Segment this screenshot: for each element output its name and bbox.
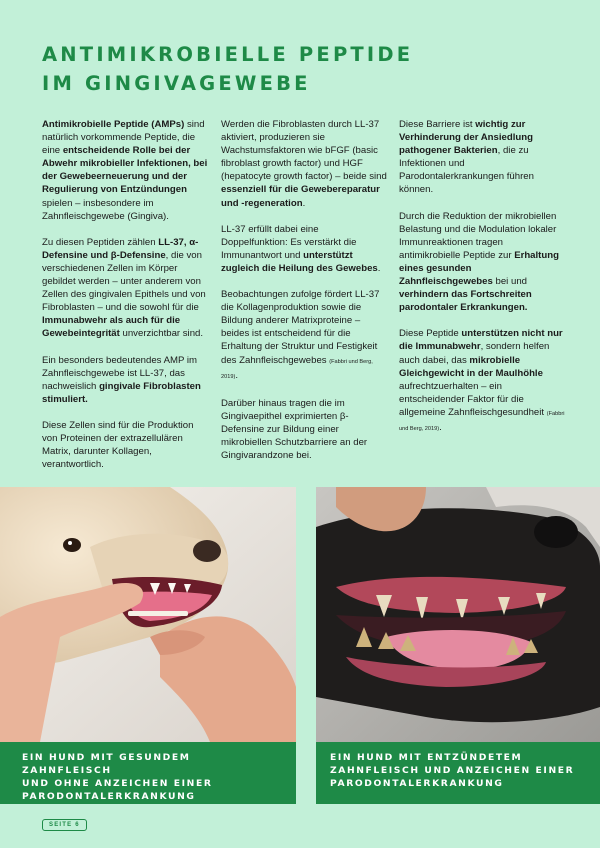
bold-text: Erhaltung eines gesunden Zahnfleischgewebes — [399, 249, 559, 288]
text-run: Zu diesen Peptiden zählen — [42, 236, 159, 248]
caption-left-line-3: PARODONTALERKRANKUNG — [22, 791, 196, 802]
inflamed-dog-caption — [316, 742, 600, 804]
page-number-badge: SEITE 6 — [42, 819, 87, 831]
citation: (Fabbri und Berg, 2019) — [399, 410, 565, 432]
text-run: Diese Peptide — [399, 328, 462, 340]
text-run: unverzichtbar sind. — [119, 328, 204, 340]
text-run: . — [235, 369, 238, 381]
text-run: spielen – insbesondere im Zahnfleischgewebe (Gingiva). — [42, 197, 169, 222]
text-run: Werden die Fibroblasten durch LL-37 aktiviert, produzieren sie Wachstumsfaktoren wie bFGF (basic fibroblast growth factor) und HGF (hepatocyte growth factor) – beide sind — [221, 119, 387, 183]
bold-text: LL-37, α-Defensine und β-Defensine — [42, 236, 199, 261]
caption-right-line-1: EIN HUND MIT ENTZÜNDETEM — [330, 752, 523, 763]
bold-text: mikrobielle Gleichgewicht in der Maulhöhle — [399, 354, 543, 379]
paragraph — [42, 419, 208, 471]
text-column-3 — [399, 118, 565, 449]
text-run: . — [439, 421, 442, 433]
text-run: , sondern helfen auch dabei, das — [399, 341, 550, 366]
title-line-1: ANTIMIKROBIELLE PEPTIDE — [42, 43, 414, 66]
title-line-2: IM GINGIVAGEWEBE — [42, 72, 311, 95]
paragraph — [399, 210, 565, 315]
bold-text: verhindern das Fortschreiten parodontaler Erkrankungen. — [399, 289, 532, 314]
text-run: LL-37 erfüllt dabei eine Doppelfunktion: Es verstärkt die Immunantwort und — [221, 223, 357, 261]
inflamed-dog-card — [316, 487, 600, 804]
paragraph — [221, 288, 387, 384]
text-run: Ein besonders bedeutendes AMP im Zahnfleischgewebe ist LL-37, das nachweislich — [42, 354, 198, 392]
paragraph — [221, 223, 387, 275]
caption-left-line-2: UND OHNE ANZEICHEN EINER — [22, 778, 213, 789]
caption-left-line-1: EIN HUND MIT GESUNDEM ZAHNFLEISCH — [22, 752, 191, 776]
page-title — [42, 40, 562, 98]
text-run: aufrechtzuerhalten – ein entscheidender Faktor für die allgemeine Zahnfleischgesundheit — [399, 380, 547, 418]
text-run: . — [377, 262, 381, 274]
text-run: Diese Barriere ist — [399, 119, 476, 130]
healthy-dog-caption — [0, 742, 296, 804]
paragraph — [221, 118, 387, 210]
text-column-2 — [221, 118, 387, 475]
caption-right-line-3: PARODONTALERKRANKUNG — [330, 778, 504, 789]
bold-text: essenziell für die Gewebereparatur und -regeneration — [221, 184, 380, 209]
text-run: sind natürlich vorkommende Peptide, die eine — [42, 119, 205, 157]
bold-text: wichtig zur Verhinderung der Ansiedlung pathogener Bakterien — [399, 119, 533, 157]
text-run: Darüber hinaus tragen die im Gingivaepithel exprimierten β-Defensine zur Bildung einer mikrobiellen Schutzbarriere an der Gingivarandzone bei. — [221, 397, 368, 462]
bold-text: Antimikrobielle Peptide (AMPs) — [42, 119, 185, 130]
text-run: , die zu Infektionen und Parodontalerkrankungen führen können. — [399, 145, 534, 196]
healthy-dog-photo — [0, 487, 296, 742]
text-run: Diese Zellen sind für die Produktion von Proteinen der extrazellulären Matrix, darunter Kollagen, verantwortlich. — [42, 419, 194, 471]
paragraph — [399, 118, 565, 197]
paragraph — [399, 327, 565, 436]
paragraph — [42, 354, 208, 406]
bold-text: unterstützen nicht nur die Immunabwehr — [399, 328, 563, 353]
bold-text: unterstützt zugleich die Heilung des Gewebes — [221, 249, 378, 274]
text-run: , die von verschiedenen Zellen im Körper gebildet werden – unter anderem von Zellen des gingivalen Epithels und von Fibroblasten – und die sowohl für die — [42, 249, 206, 314]
inflamed-dog-photo — [316, 487, 600, 742]
text-run: Durch die Reduktion der mikrobiellen Belastung und die Modulation lokaler Immunreaktionen tragen antimikrobielle Peptide zur — [399, 210, 557, 261]
paragraph — [42, 118, 208, 223]
healthy-dog-card — [0, 487, 296, 804]
bold-text: Immunabwehr als auch für die Gewebeintegrität — [42, 315, 181, 340]
text-run: . — [302, 197, 306, 209]
text-run: bei und — [492, 276, 527, 288]
paragraph — [221, 397, 387, 462]
bold-text: gingivale Fibroblasten stimuliert. — [42, 380, 201, 405]
bold-text: entscheidende Rolle bei der Abwehr mikrobieller Infektionen, bei der Gewebeerneuerung und der Regulierung von Entzündungen — [42, 145, 208, 196]
text-run: Beobachtungen zufolge fördert LL-37 die Kollagenproduktion sowie die Bildung anderer Matrixproteine – beides ist entscheidend für die Erhaltung der Struktur und Festigkeit des Zahnfleischgewebes — [221, 289, 380, 366]
paragraph — [42, 236, 208, 341]
text-column-1 — [42, 118, 208, 484]
caption-right-line-2: ZAHNFLEISCH UND ANZEICHEN EINER — [330, 765, 575, 776]
citation: (Fabbri und Berg, 2019) — [221, 358, 373, 380]
